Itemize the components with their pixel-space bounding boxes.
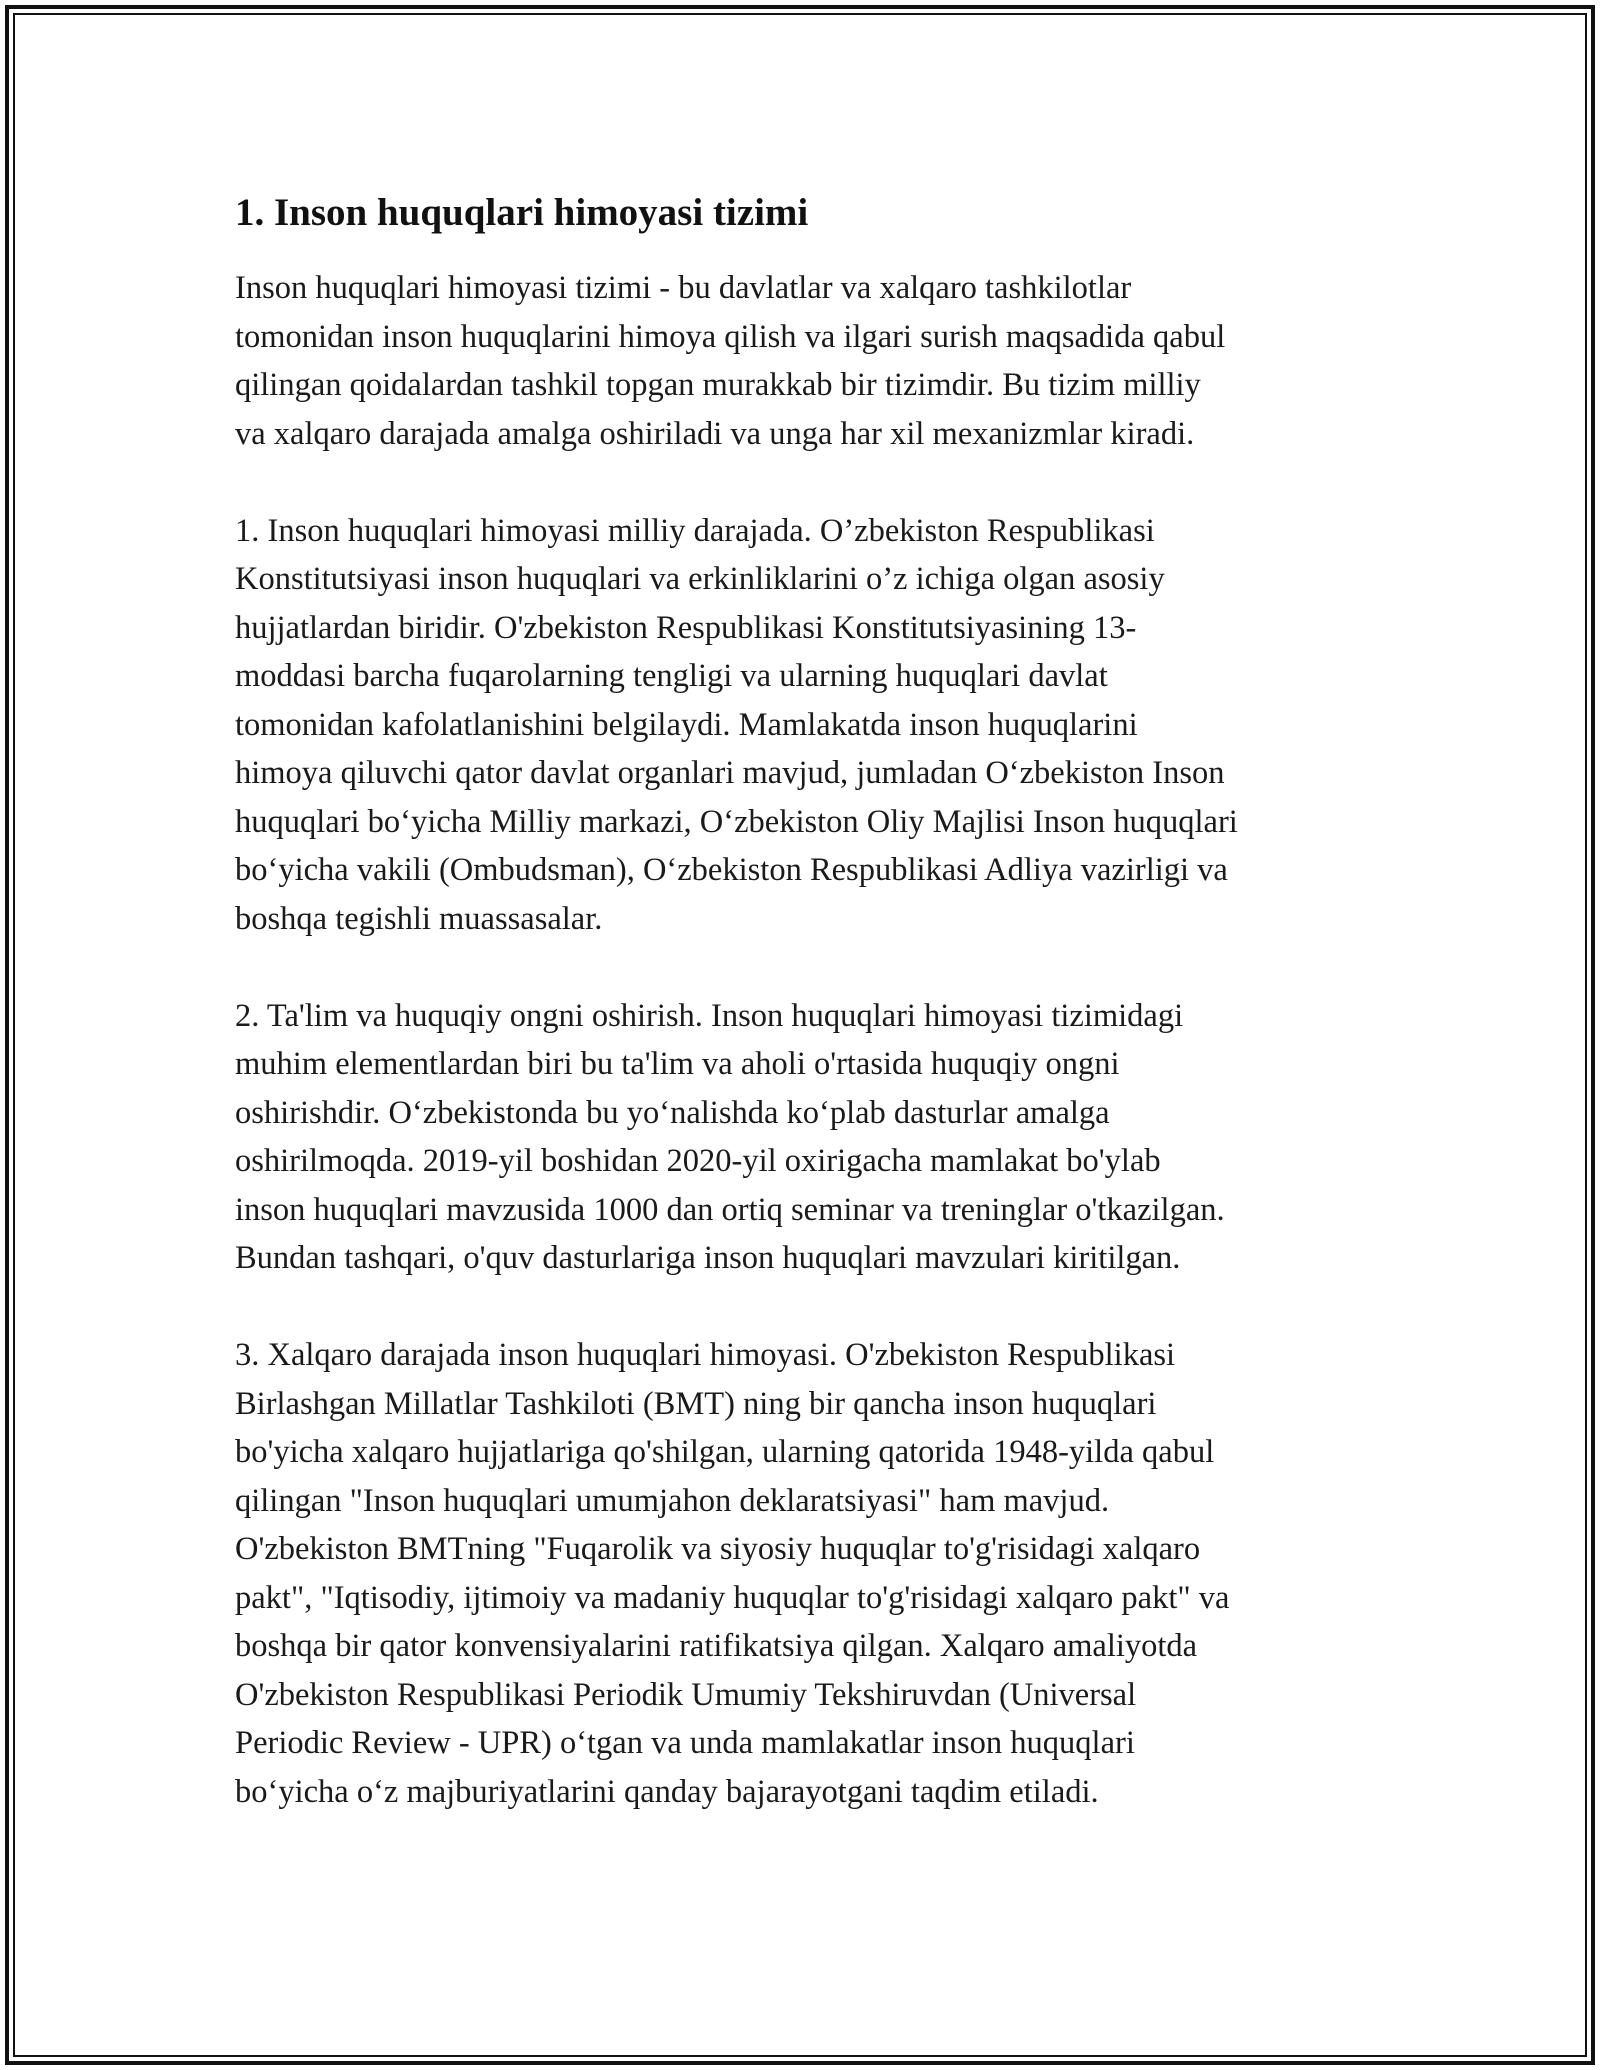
text-line: bo‘yicha o‘z majburiyatlarini qanday bajarayotgani taqdim etiladi. [235,1773,1099,1810]
text-line: 1. Inson huquqlari himoyasi milliy darajada. O’zbekiston Respublikasi [235,512,1155,549]
document-body [235,188,1385,1865]
text-line: himoya qiluvchi qator davlat organlari mavjud, jumladan O‘zbekiston Inson [235,755,1225,791]
text-line: Bundan tashqari, o'quv dasturlariga inson huquqlari mavzulari kiritilgan. [235,1240,1181,1276]
text-line: moddasi barcha fuqarolarning tengligi va ularning huquqlari davlat [235,658,1108,694]
text-line: tomonidan kafolatlanishini belgilaydi. Mamlakatda inson huquqlarini [235,706,1138,743]
text-line: Periodic Review - UPR) o‘tgan va unda mamlakatlar inson huquqlari [235,1725,1135,1761]
text-line: qilingan "Inson huquqlari umumjahon deklaratsiyasi" ham mavjud. [235,1482,1110,1519]
text-line: Inson huquqlari himoyasi tizimi - bu davlatlar va xalqaro tashkilotlar [235,270,1132,306]
paragraph-international-level [235,1331,1385,1816]
paragraph-national-level [235,507,1385,944]
paragraph-education [235,992,1385,1283]
text-line: boshqa bir qator konvensiyalarini ratifikatsiya qilgan. Xalqaro amaliyotda [235,1628,1198,1664]
text-line: O'zbekiston BMTning "Fuqarolik va siyosiy huquqlar to'g'risidagi xalqaro [235,1531,1201,1567]
text-line: huquqlari bo‘yicha Milliy markazi, O‘zbekiston Oliy Majlisi Inson huquqlari [235,803,1238,840]
text-line: inson huquqlari mavzusida 1000 dan ortiq seminar va treninglar o'tkazilgan. [235,1191,1225,1228]
text-line: bo‘yicha vakili (Ombudsman), O‘zbekiston Respublikasi Adliya vazirligi va [235,852,1228,888]
text-line: tomonidan inson huquqlarini himoya qilish va ilgari surish maqsadida qabul [235,318,1226,355]
text-line: boshqa tegishli muassasalar. [235,900,603,937]
text-line: Birlashgan Millatlar Tashkiloti (BMT) ning bir qancha inson huquqlari [235,1385,1157,1422]
text-line: va xalqaro darajada amalga oshiriladi va unga har xil mexanizmlar kiradi. [235,415,1195,452]
text-line: qilingan qoidalardan tashkil topgan murakkab bir tizimdir. Bu tizim milliy [235,367,1201,403]
text-line: oshirishdir. O‘zbekistonda bu yo‘nalishda ko‘plab dasturlar amalga [235,1094,1110,1131]
document-title: 1. Inson huquqlari himoyasi tizimi [235,191,809,234]
text-line: pakt", "Iqtisodiy, ijtimoiy va madaniy huquqlar to'g'risidagi xalqaro pakt" va [235,1579,1230,1616]
text-line: Konstitutsiyasi inson huquqlari va erkinliklarini o’z ichiga olgan asosiy [235,561,1165,597]
text-line: 3. Xalqaro darajada inson huquqlari himoyasi. O'zbekiston Respublikasi [235,1337,1176,1373]
text-line: hujjatlardan biridir. O'zbekiston Respublikasi Konstitutsiyasining 13- [235,609,1137,646]
text-line: 2. Ta'lim va huquqiy ongni oshirish. Inson huquqlari himoyasi tizimidagi [235,997,1184,1034]
paragraph-intro [235,264,1385,458]
text-line: O'zbekiston Respublikasi Periodik Umumiy Tekshiruvdan (Universal [235,1676,1137,1713]
text-line: oshirilmoqda. 2019-yil boshidan 2020-yil oxirigacha mamlakat bo'ylab [235,1143,1161,1179]
text-line: muhim elementlardan biri bu ta'lim va aholi o'rtasida huquqiy ongni [235,1046,1120,1082]
text-line: bo'yicha xalqaro hujjatlariga qo'shilgan, ularning qatorida 1948-yilda qabul [235,1434,1215,1470]
